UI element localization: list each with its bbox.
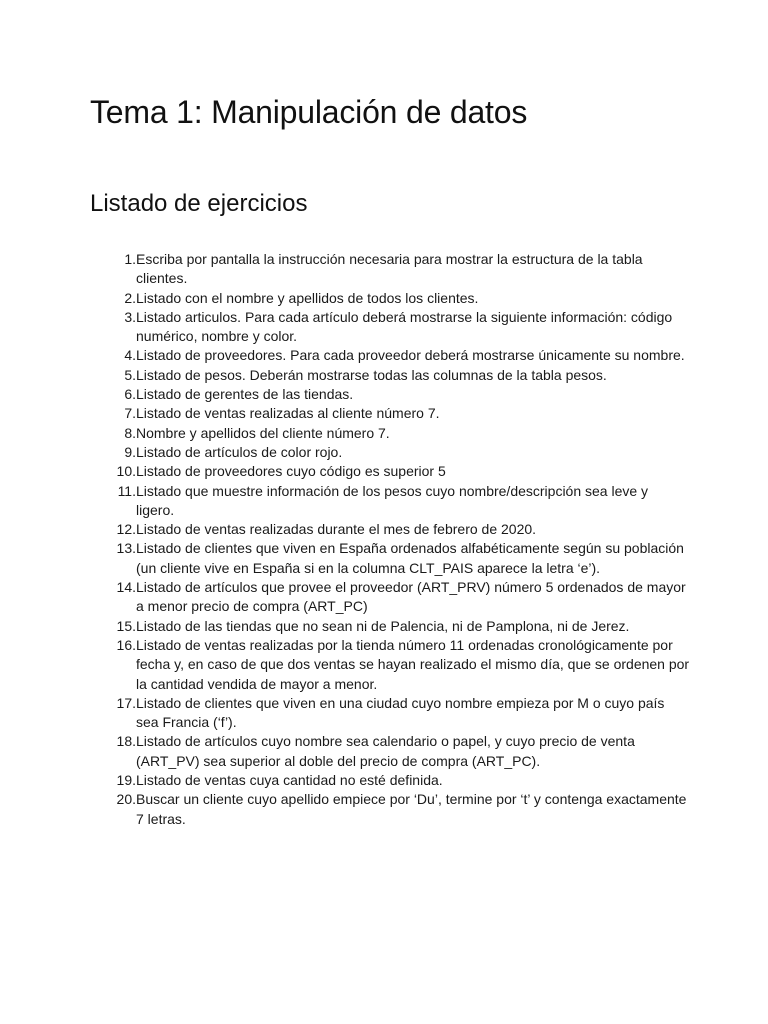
item-text: Listado de clientes que viven en España ordenados alfabéticamente según su población (un cliente vive en España si en la columna CLT_PAIS aparece la letra ‘e’). <box>136 540 684 576</box>
item-number: 3. <box>124 308 136 325</box>
item-number: 1. <box>124 251 136 267</box>
item-text: Listado de proveedores. Para cada proveedor deberá mostrarse únicamente su nombre. <box>136 347 685 364</box>
item-number: 8. <box>124 424 136 441</box>
list-item <box>90 366 690 385</box>
list-item <box>90 694 690 733</box>
list-item <box>90 424 690 443</box>
item-number: 13. <box>116 540 136 557</box>
item-text: Listado de artículos que provee el proveedor (ART_PRV) número 5 ordenados de mayor a menor precio de compra (ART_PC) <box>136 579 686 615</box>
list-item <box>90 578 690 617</box>
item-number: 16. <box>116 636 136 653</box>
list-item <box>90 617 690 636</box>
item-text: Listado que muestre información de los pesos cuyo nombre/descripción sea leve y ligero. <box>136 482 649 518</box>
item-number: 7. <box>124 405 136 422</box>
item-number: 10. <box>116 463 136 480</box>
list-item <box>90 636 690 694</box>
item-text: Listado de clientes que viven en una ciudad cuyo nombre empieza por M o cuyo país sea Francia (‘f’). <box>136 694 665 731</box>
item-number: 4. <box>124 347 136 364</box>
item-text: Listado articulos. Para cada artículo deberá mostrarse la siguiente información: código numérico, nombre y color. <box>136 308 673 345</box>
list-item <box>90 771 690 790</box>
exercise-list <box>90 250 690 829</box>
list-item <box>90 346 690 365</box>
list-item <box>90 443 690 462</box>
list-item <box>90 250 690 289</box>
page-title: Tema 1: Manipulación de datos <box>90 94 528 130</box>
item-number: 14. <box>116 579 136 596</box>
item-number: 6. <box>124 386 136 403</box>
item-number: 19. <box>116 772 136 789</box>
item-text: Listado de ventas realizadas al cliente número 7. <box>136 405 440 422</box>
list-item <box>90 520 690 539</box>
list-item <box>90 462 690 481</box>
section-heading: Listado de ejercicios <box>90 190 308 217</box>
item-text: Listado con el nombre y apellidos de todos los clientes. <box>136 289 479 306</box>
item-text: Listado de pesos. Deberán mostrarse todas las columnas de la tabla pesos. <box>136 366 607 383</box>
list-item <box>90 732 690 771</box>
list-item <box>90 308 690 347</box>
item-text: Listado de proveedores cuyo código es superior 5 <box>136 463 446 480</box>
list-item <box>90 289 690 308</box>
item-number: 11. <box>117 482 136 499</box>
item-text: Buscar un cliente cuyo apellido empiece por ‘Du’, termine por ‘t’ y contenga exactamente 7 letras. <box>136 791 687 827</box>
list-item <box>90 404 690 423</box>
item-number: 20. <box>116 791 136 808</box>
item-text: Listado de artículos de color rojo. <box>136 443 343 460</box>
item-text: Nombre y apellidos del cliente número 7. <box>136 424 390 441</box>
list-item <box>90 539 690 578</box>
item-number: 2. <box>124 289 136 306</box>
item-text: Listado de las tiendas que no sean ni de Palencia, ni de Pamplona, ni de Jerez. <box>136 617 630 634</box>
item-number: 17. <box>116 694 136 711</box>
item-number: 15. <box>116 617 136 634</box>
item-text: Listado de gerentes de las tiendas. <box>136 386 354 403</box>
item-text: Listado de ventas realizadas por la tienda número 11 ordenadas cronológicamente por fecha y, en caso de que dos ventas se hayan realizado el mismo día, que se ordenen por la cantidad vendida de mayor a menor. <box>136 636 690 692</box>
item-number: 18. <box>116 733 136 750</box>
item-text: Listado de artículos cuyo nombre sea calendario o papel, y cuyo precio de venta (ART_PV) sea superior al doble del precio de compra (ART_PC). <box>136 733 635 769</box>
item-text: Escriba por pantalla la instrucción necesaria para mostrar la estructura de la tabla clientes. <box>136 251 643 287</box>
item-text: Listado de ventas realizadas durante el mes de febrero de 2020. <box>136 521 537 538</box>
list-item <box>90 790 690 829</box>
item-number: 9. <box>124 443 136 460</box>
list-item <box>90 482 690 521</box>
item-number: 5. <box>124 366 136 383</box>
list-item <box>90 385 690 404</box>
item-number: 12. <box>116 521 136 538</box>
item-text: Listado de ventas cuya cantidad no esté definida. <box>136 772 443 789</box>
